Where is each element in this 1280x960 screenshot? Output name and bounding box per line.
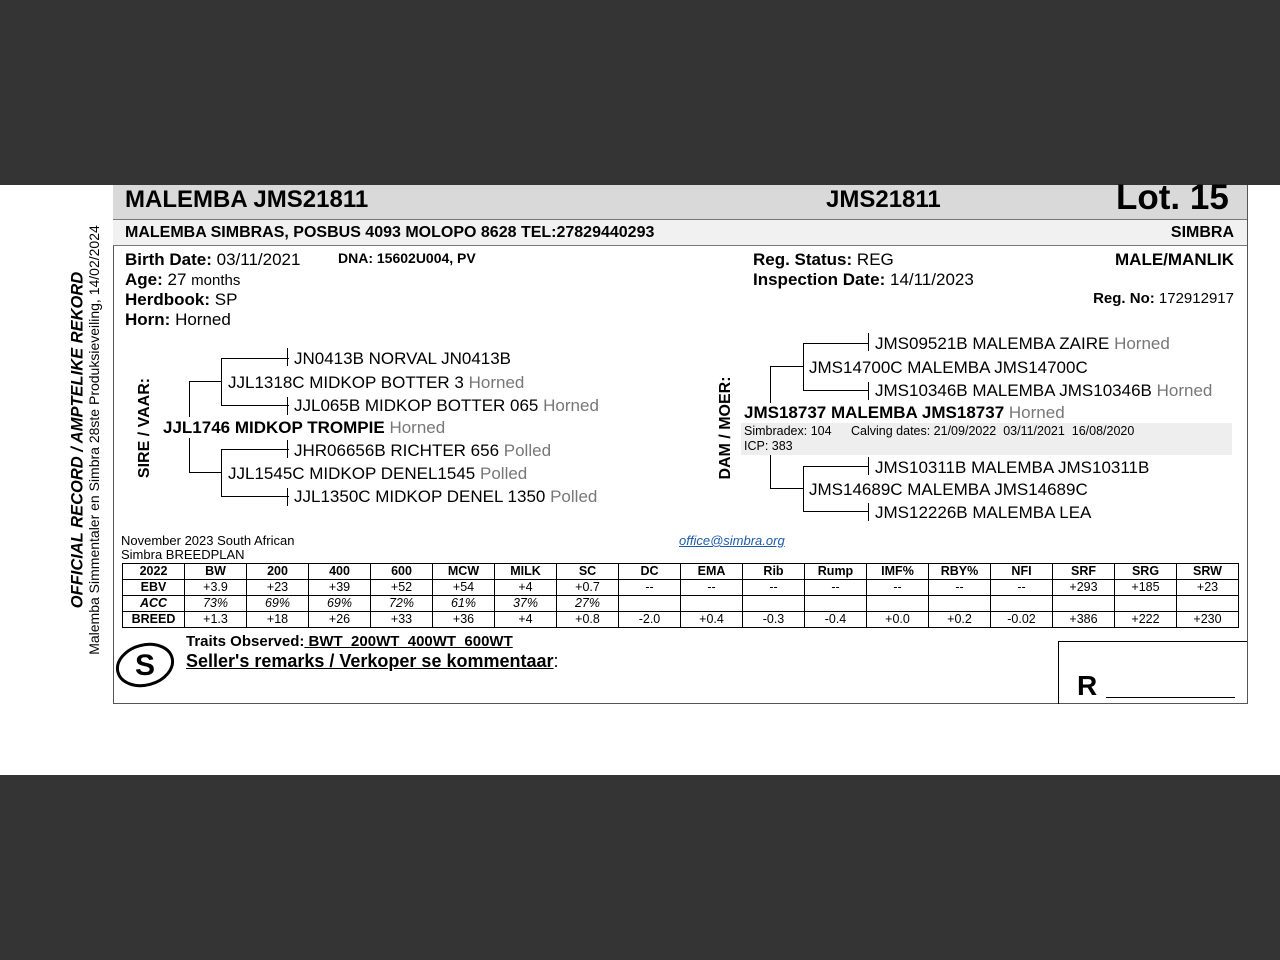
breed-row-label: BREED: [123, 612, 185, 628]
pedigree-sire: JJL1746 MIDKOP TROMPIE Horned: [163, 418, 446, 437]
svg-text:S: S: [134, 649, 156, 682]
breed-cell: -0.02: [991, 612, 1053, 628]
pedigree-line: [868, 382, 869, 400]
acc-cell: [991, 596, 1053, 612]
breeder-info: MALEMBA SIMBRAS, POSBUS 4093 MOLOPO 8628 TEL:27829440293: [125, 224, 655, 241]
ebv-header-cell: NFI: [991, 564, 1053, 580]
pedigree-sd: JJL1545C MIDKOP DENEL1545 Polled: [228, 464, 528, 483]
acc-cell: [1115, 596, 1177, 612]
herdbook: Herdbook: SP: [125, 290, 238, 309]
pedigree-ds: JMS14700C MALEMBA JMS14700C: [809, 358, 1088, 377]
breed-name: SIMBRA: [1170, 224, 1234, 241]
pedigree-line: [868, 503, 869, 521]
breed-cell: +0.0: [867, 612, 929, 628]
acc-cell: 73%: [185, 596, 247, 612]
acc-cell: [1177, 596, 1239, 612]
pedigree-line: [189, 381, 222, 382]
pedigree-line: [221, 405, 289, 406]
pedigree-dsd: JMS10346B MALEMBA JMS10346B Horned: [875, 381, 1213, 400]
ebv-header-cell: BW: [185, 564, 247, 580]
acc-row-label: ACC: [123, 596, 185, 612]
breed-cell: +230: [1177, 612, 1239, 628]
breedplan-line2: Simbra BREEDPLAN: [121, 547, 245, 562]
simbradex: Simbradex: 104: [744, 424, 832, 438]
pedigree-line: [221, 358, 289, 359]
ebv-header-cell: SRW: [1177, 564, 1239, 580]
pedigree-line: [803, 390, 869, 391]
ebv-cell: +39: [309, 580, 371, 596]
ebv-header-cell: SRF: [1053, 564, 1115, 580]
breed-row: [123, 612, 1239, 628]
pedigree-line: [803, 511, 869, 512]
ebv-header-cell: IMF%: [867, 564, 929, 580]
breed-cell: +386: [1053, 612, 1115, 628]
ebv-cell: +3.9: [185, 580, 247, 596]
ebv-header-cell: 2022: [123, 564, 185, 580]
breed-cell: +0.2: [929, 612, 991, 628]
simbra-logo-icon: [114, 640, 176, 690]
pedigree-dss: JMS09521B MALEMBA ZAIRE Horned: [875, 334, 1170, 353]
breed-cell: +0.8: [557, 612, 619, 628]
pedigree-sds: JHR06656B RICHTER 656 Polled: [294, 441, 552, 460]
simbra-logo: [114, 640, 176, 690]
ebv-row: [123, 580, 1239, 596]
pedigree-line: [221, 496, 289, 497]
pedigree-line: [803, 343, 804, 367]
ebv-cell: +4: [495, 580, 557, 596]
breed-cell: -2.0: [619, 612, 681, 628]
pedigree-line: [868, 457, 869, 475]
ebv-cell: --: [619, 580, 681, 596]
acc-cell: [805, 596, 867, 612]
pedigree-ddd: JMS12226B MALEMBA LEA: [875, 503, 1092, 522]
ebv-header-cell: SRG: [1115, 564, 1177, 580]
acc-row: [123, 596, 1239, 612]
breed-cell: +26: [309, 612, 371, 628]
dam-label: DAM / MOER:: [717, 376, 734, 480]
acc-cell: [619, 596, 681, 612]
pedigree-line: [803, 466, 804, 489]
acc-cell: [1053, 596, 1115, 612]
ebv-cell: --: [991, 580, 1053, 596]
pedigree-sdd: JJL1350C MIDKOP DENEL 1350 Polled: [294, 487, 598, 506]
breedplan-line1: November 2023 South African: [121, 533, 295, 548]
ebv-cell: --: [929, 580, 991, 596]
sex: MALE/MANLIK: [1115, 250, 1234, 269]
pedigree-line: [770, 488, 804, 489]
pedigree-line: [803, 343, 869, 344]
breed-cell: +18: [247, 612, 309, 628]
pedigree-line: [770, 366, 771, 403]
calving-dates: Calving dates: 21/09/2022 03/11/2021 16/08/2020: [851, 424, 1135, 438]
acc-cell: 61%: [433, 596, 495, 612]
pedigree-line: [189, 438, 190, 473]
ebv-cell: --: [743, 580, 805, 596]
icp: ICP: 383: [744, 439, 793, 453]
ebv-cell: --: [681, 580, 743, 596]
pedigree-line: [189, 472, 222, 473]
lot-number: Lot. 15: [1116, 178, 1229, 217]
pedigree-dd: JMS14689C MALEMBA JMS14689C: [809, 480, 1088, 499]
horn-status: Horn: Horned: [125, 310, 231, 329]
acc-cell: [929, 596, 991, 612]
ebv-cell: --: [867, 580, 929, 596]
pedigree-dds: JMS10311B MALEMBA JMS10311B: [875, 458, 1150, 477]
pedigree-line: [868, 333, 869, 351]
acc-cell: 69%: [247, 596, 309, 612]
pedigree-line: [803, 367, 804, 391]
pedigree-sss: JN0413B NORVAL JN0413B: [294, 349, 512, 368]
ebv-cell: +0.7: [557, 580, 619, 596]
ebv-header-cell: 200: [247, 564, 309, 580]
breed-cell: -0.4: [805, 612, 867, 628]
ebv-header-cell: MILK: [495, 564, 557, 580]
ebv-cell: +23: [247, 580, 309, 596]
breed-cell: +36: [433, 612, 495, 628]
ebv-cell: +185: [1115, 580, 1177, 596]
reg-status: Reg. Status: REG: [753, 250, 894, 269]
ebv-cell: +52: [371, 580, 433, 596]
pedigree-line: [221, 473, 222, 497]
pedigree-line: [287, 397, 288, 415]
email-link[interactable]: office@simbra.org: [679, 533, 785, 548]
pedigree-line: [770, 366, 804, 367]
breed-cell: +0.4: [681, 612, 743, 628]
sellers-remarks: Seller's remarks / Verkoper se kommentaar:: [186, 651, 559, 671]
acc-cell: [743, 596, 805, 612]
pedigree-line: [287, 348, 288, 366]
pedigree-line: [221, 449, 289, 450]
birth-date: Birth Date: 03/11/2021: [125, 250, 301, 269]
ebv-header-cell: SC: [557, 564, 619, 580]
pedigree-line: [803, 466, 869, 467]
acc-cell: 72%: [371, 596, 433, 612]
ebv-header-cell: RBY%: [929, 564, 991, 580]
inspection-date: Inspection Date: 14/11/2023: [753, 270, 974, 289]
pedigree-ss: JJL1318C MIDKOP BOTTER 3 Horned: [228, 373, 525, 392]
dna-info: DNA: 15602U004, PV: [338, 250, 476, 266]
age: Age: 27 months: [125, 270, 241, 289]
breed-cell: -0.3: [743, 612, 805, 628]
acc-cell: 27%: [557, 596, 619, 612]
pedigree-line: [221, 382, 222, 406]
reg-number: Reg. No: 172912917: [1093, 290, 1234, 307]
ebv-cell: +54: [433, 580, 495, 596]
ebv-header-cell: DC: [619, 564, 681, 580]
ebv-row-label: EBV: [123, 580, 185, 596]
acc-cell: 37%: [495, 596, 557, 612]
pedigree-line: [221, 358, 222, 382]
breed-cell: +1.3: [185, 612, 247, 628]
pedigree-ssd: JJL065B MIDKOP BOTTER 065 Horned: [294, 396, 599, 415]
ebv-header-cell: 400: [309, 564, 371, 580]
pedigree-line: [221, 449, 222, 473]
price-underline: [1106, 697, 1235, 698]
pedigree-line: [803, 489, 804, 512]
ebv-cell: +23: [1177, 580, 1239, 596]
ebv-header-cell: 600: [371, 564, 433, 580]
animal-name: MALEMBA JMS21811: [125, 186, 369, 213]
animal-id: JMS21811: [826, 186, 941, 213]
ebv-cell: +293: [1053, 580, 1115, 596]
price-label: R: [1077, 670, 1098, 701]
acc-cell: [681, 596, 743, 612]
acc-cell: 69%: [309, 596, 371, 612]
sire-label: SIRE / VAAR:: [136, 377, 153, 479]
breed-cell: +222: [1115, 612, 1177, 628]
breed-cell: +4: [495, 612, 557, 628]
acc-cell: [867, 596, 929, 612]
breed-cell: +33: [371, 612, 433, 628]
pedigree-line: [287, 440, 288, 458]
official-record-label: OFFICIAL RECORD / AMPTELIKE REKORD: [68, 271, 87, 609]
pedigree-line: [770, 455, 771, 489]
pedigree-line: [287, 488, 288, 506]
pedigree-dam: JMS18737 MALEMBA JMS18737 Horned: [744, 403, 1065, 422]
ebv-header-cell: Rump: [805, 564, 867, 580]
traits-observed: Traits Observed: BWT 200WT 400WT 600WT: [186, 633, 513, 650]
ebv-header-row: [123, 564, 1239, 580]
ebv-header-cell: MCW: [433, 564, 495, 580]
auction-caption: Malemba Simmentaler en Simbra 28ste Produksieveiling, 14/02/2024: [86, 225, 102, 655]
ebv-table: [122, 563, 1239, 628]
pedigree-line: [189, 381, 190, 417]
ebv-cell: --: [805, 580, 867, 596]
ebv-header-cell: EMA: [681, 564, 743, 580]
ebv-header-cell: Rib: [743, 564, 805, 580]
